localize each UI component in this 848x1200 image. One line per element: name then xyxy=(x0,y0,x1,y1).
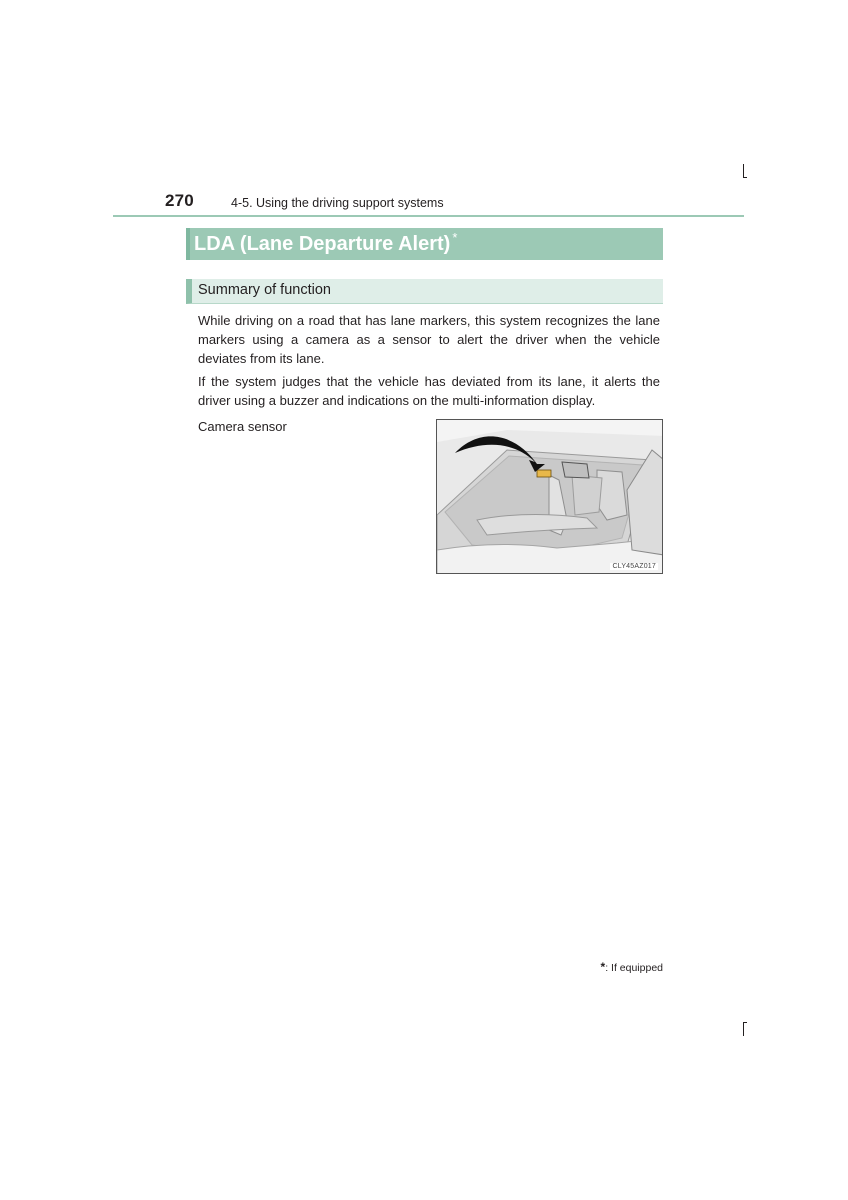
body-paragraph: While driving on a road that has lane markers, this system recognizes the lane markers using a camera as a sensor to alert the driver when the vehicle deviates from its lane. xyxy=(198,313,660,366)
page-title-text: LDA (Lane Departure Alert) xyxy=(194,233,451,255)
camera-sensor-illustration xyxy=(436,419,663,574)
equipped-marker: * xyxy=(452,230,458,245)
figure-code: CLY45AZ017 xyxy=(612,563,656,570)
footnote xyxy=(601,960,663,974)
figure-caption: Camera sensor xyxy=(198,419,287,434)
camera-sensor-highlight xyxy=(537,470,551,477)
car-interior-drawing xyxy=(437,420,663,574)
header-rule xyxy=(113,215,744,217)
body-paragraph: If the system judges that the vehicle has deviated from its lane, it alerts the driver using a buzzer and indications on the multi-information display. xyxy=(198,374,660,408)
crop-mark-top xyxy=(743,164,744,178)
page-number: 270 xyxy=(165,191,194,210)
section-heading: Summary of function xyxy=(198,282,331,298)
footnote-marker: * xyxy=(600,960,606,974)
crop-mark-bottom xyxy=(743,1022,744,1036)
footnote-text: : If equipped xyxy=(605,962,663,974)
running-head: 4-5. Using the driving support systems xyxy=(231,196,444,210)
title-bar xyxy=(186,228,663,260)
section-heading-bar xyxy=(186,279,663,304)
page-title xyxy=(194,230,457,256)
